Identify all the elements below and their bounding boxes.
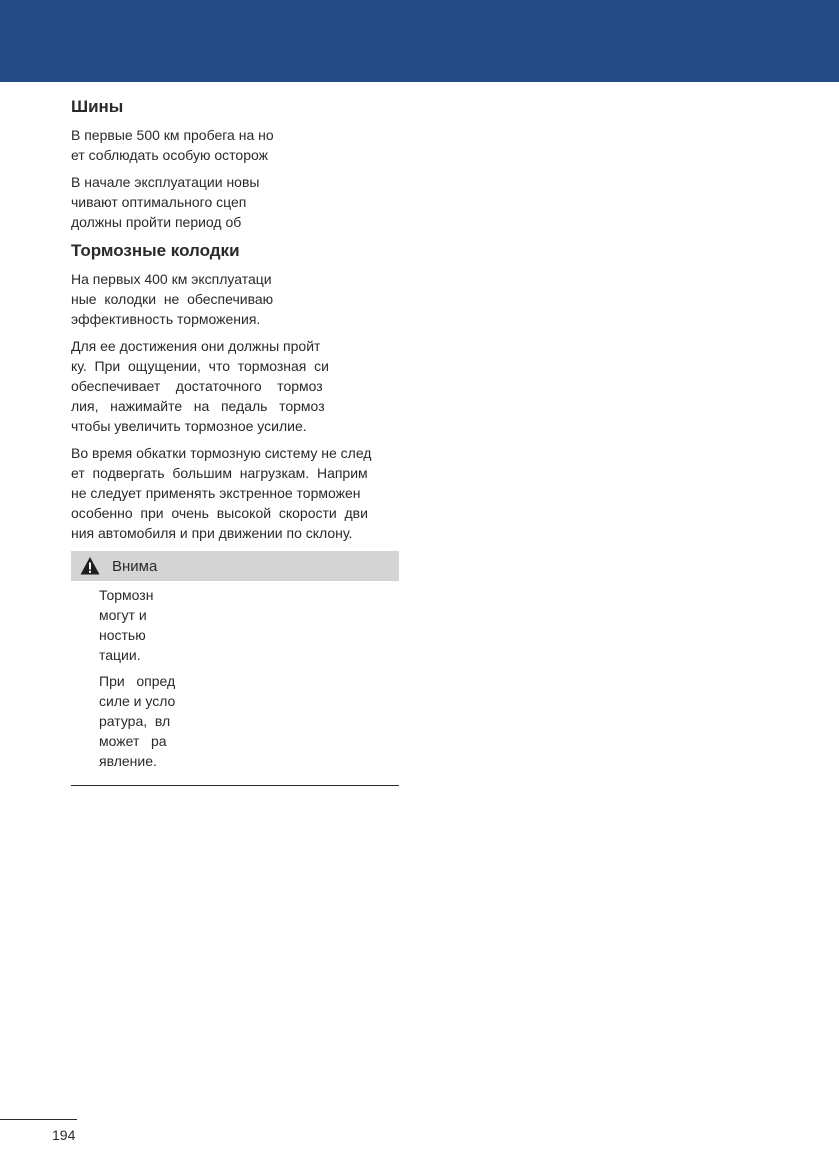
warning-triangle-icon: [80, 556, 100, 576]
warning-title: Внима: [112, 557, 158, 575]
warning-paragraph-1: Тормозн могут и ностью тации.: [99, 587, 154, 663]
brake-pads-paragraph-1: На первых 400 км эксплуатаци ные колодки не обеспечиваю эффективность торможения.: [71, 271, 274, 327]
page-number: 194: [52, 1127, 76, 1143]
footer-rule: [0, 1119, 77, 1120]
brake-pads-paragraph-3: Во время обкатки тормозную систему не след ет подвергать большим нагрузкам. Наприм не следует применять экстренное торможен особенно при очень высокой скорости дви ния автомобиля и при движении по склону.: [71, 445, 372, 541]
warning-body: [71, 581, 399, 771]
warning-paragraph-2: При опред силе и усло ратура, вл может ра явление.: [99, 673, 176, 769]
warning-box: [71, 551, 399, 786]
tires-paragraph-1: В первые 500 км пробега на но ет соблюдать особую осторож: [71, 127, 274, 163]
brake-pads-heading: Тормозные колодки: [71, 241, 240, 260]
tires-paragraph-2: В начале эксплуатации новы чивают оптимального сцеп должны пройти период об: [71, 174, 260, 230]
warning-header: [71, 551, 399, 581]
page-content: [71, 95, 401, 786]
brake-pads-paragraph-2: Для ее достижения они должны пройт ку. При ощущении, что тормозная си обеспечивает достаточного тормоз лия, нажимайте на педаль тормоз чтобы увеличить тормозное усилие.: [71, 338, 329, 434]
header-bar: [0, 0, 839, 82]
tires-heading: Шины: [71, 97, 124, 116]
